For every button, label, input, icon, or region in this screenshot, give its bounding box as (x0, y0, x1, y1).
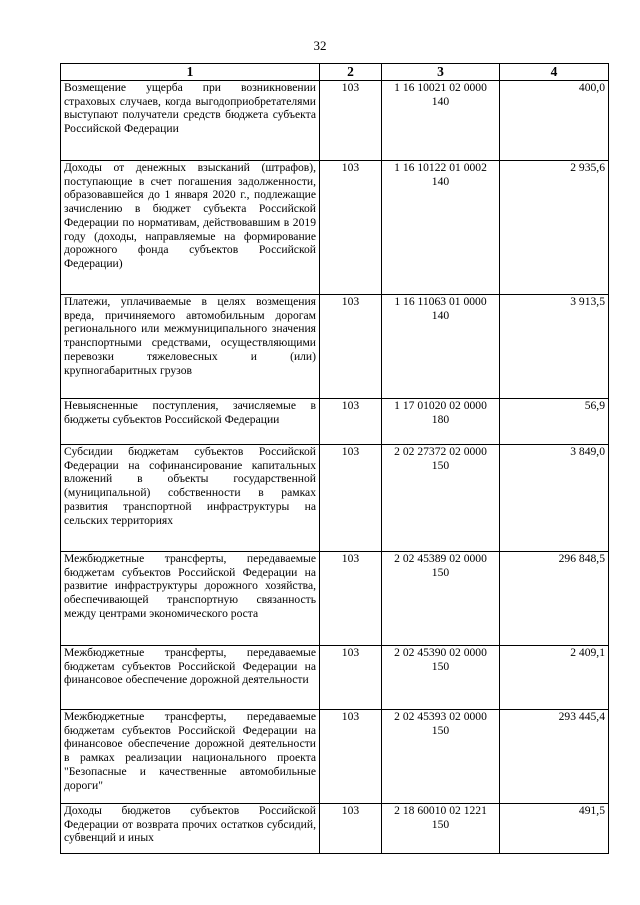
table-header (61, 64, 609, 81)
row-admin-code: 103 (320, 81, 382, 161)
row-admin-code: 103 (320, 295, 382, 399)
row-amount: 2 409,1 (500, 646, 609, 710)
row-amount: 3 913,5 (500, 295, 609, 399)
column-header-3: 3 (382, 64, 500, 81)
column-header-2: 2 (320, 64, 382, 81)
row-kbk-code: 1 16 10021 02 0000 140 (382, 81, 500, 161)
row-amount: 293 445,4 (500, 710, 609, 804)
revenue-table (60, 63, 609, 854)
row-amount: 400,0 (500, 81, 609, 161)
table-row (61, 445, 609, 552)
row-admin-code: 103 (320, 445, 382, 552)
row-admin-code: 103 (320, 710, 382, 804)
row-amount: 491,5 (500, 804, 609, 854)
row-kbk-code: 1 16 10122 01 0002 140 (382, 161, 500, 295)
table-body (61, 81, 609, 854)
row-description: Платежи, уплачиваемые в целях возмещения вреда, причиняемого автомобильным дорогам регионального или межмуниципального значения транспортными средствами, осуществляющими перевозки тяжеловесных и (или) крупногабаритных грузов (61, 295, 320, 399)
row-description: Межбюджетные трансферты, передаваемые бюджетам субъектов Российской Федерации на финансовое обеспечение дорожной деятельности в рамках реализации национального проекта "Безопасные и качественные автомобильные дороги" (61, 710, 320, 804)
row-description: Невыясненные поступления, зачисляемые в бюджеты субъектов Российской Федерации (61, 399, 320, 445)
row-amount: 296 848,5 (500, 552, 609, 646)
row-kbk-code: 2 02 45389 02 0000 150 (382, 552, 500, 646)
row-amount: 3 849,0 (500, 445, 609, 552)
row-kbk-code: 2 02 27372 02 0000 150 (382, 445, 500, 552)
row-amount: 56,9 (500, 399, 609, 445)
row-description: Субсидии бюджетам субъектов Российской Федерации на софинансирование капитальных вложений в объекты государственной (муниципальной) собственности в рамках развития транспортной инфраструктуры на сельских территориях (61, 445, 320, 552)
row-description: Межбюджетные трансферты, передаваемые бюджетам субъектов Российской Федерации на финансовое обеспечение дорожной деятельности (61, 646, 320, 710)
row-description: Возмещение ущерба при возникновении страховых случаев, когда выгодоприобретателями выступают получатели средств бюджета субъекта Российской Федерации (61, 81, 320, 161)
table-row (61, 399, 609, 445)
table-row (61, 295, 609, 399)
table-row (61, 804, 609, 854)
row-kbk-code: 2 18 60010 02 1221 150 (382, 804, 500, 854)
row-admin-code: 103 (320, 161, 382, 295)
row-kbk-code: 2 02 45390 02 0000 150 (382, 646, 500, 710)
row-kbk-code: 1 16 11063 01 0000 140 (382, 295, 500, 399)
table-row (61, 710, 609, 804)
header-row (61, 64, 609, 81)
row-admin-code: 103 (320, 399, 382, 445)
row-description: Межбюджетные трансферты, передаваемые бюджетам субъектов Российской Федерации на развитие инфраструктуры дорожного хозяйства, обеспечивающей транспортную связанность между центрами экономического роста (61, 552, 320, 646)
row-kbk-code: 1 17 01020 02 0000 180 (382, 399, 500, 445)
row-admin-code: 103 (320, 804, 382, 854)
table-row (61, 646, 609, 710)
page-number: 32 (313, 38, 327, 53)
row-amount: 2 935,6 (500, 161, 609, 295)
row-admin-code: 103 (320, 552, 382, 646)
column-header-4: 4 (500, 64, 609, 81)
table-row (61, 552, 609, 646)
row-kbk-code: 2 02 45393 02 0000 150 (382, 710, 500, 804)
table-row (61, 161, 609, 295)
row-description: Доходы бюджетов субъектов Российской Федерации от возврата прочих остатков субсидий, субвенций и иных (61, 804, 320, 854)
row-description: Доходы от денежных взысканий (штрафов), поступающие в счет погашения задолженности, образовавшейся до 1 января 2020 г., подлежащие зачислению в бюджет субъекта Российской Федерации по нормативам, действовавшим в 2019 году (доходы, направляемые на формирование дорожного фонда субъектов Российской Федерации) (61, 161, 320, 295)
column-header-1: 1 (61, 64, 320, 81)
table-row (61, 81, 609, 161)
row-admin-code: 103 (320, 646, 382, 710)
